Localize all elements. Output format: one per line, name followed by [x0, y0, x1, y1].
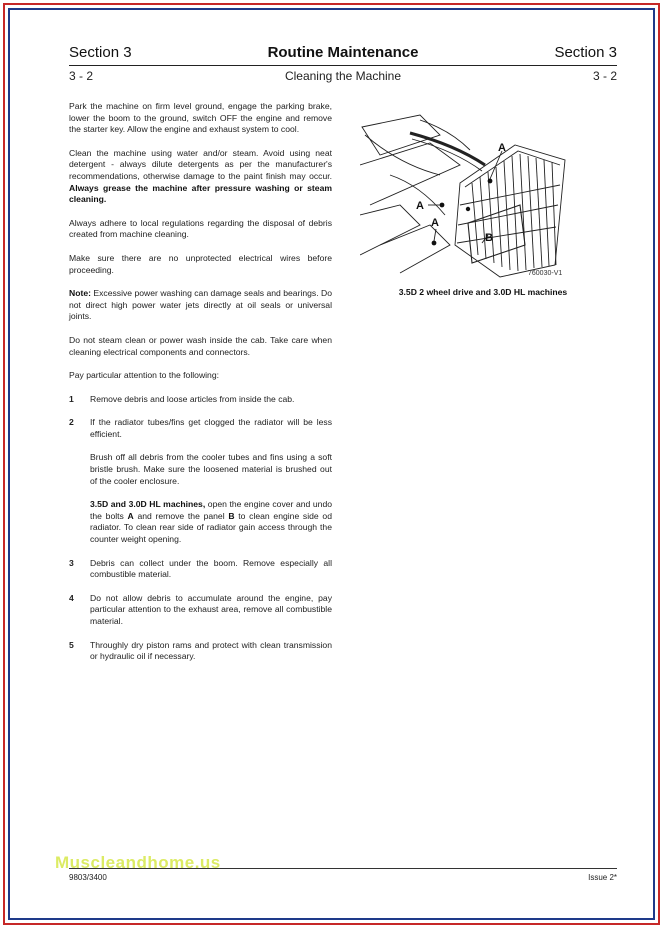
note-label: Note:	[69, 288, 91, 299]
list-item-number: 2	[69, 417, 74, 428]
list-item-text: Remove debris and loose articles from inside the cab.	[90, 393, 295, 404]
list-item-subtext: Brush off all debris from the cooler tubes and fins using a soft bristle brush. Make sure the loosened material is brushed out of the cooler enclosure.	[90, 452, 332, 486]
figure-label-b: B	[485, 232, 493, 244]
paragraph-wires: Make sure there are no unprotected electrical wires before proceeding.	[69, 252, 332, 275]
note-paragraph: Note: Excessive power washing can damage seals and bearings. Do not direct high power water jets directly at oil seals or universal joints.	[69, 288, 332, 322]
footer-issue: Issue 2*	[588, 873, 617, 882]
list-item-number: 5	[69, 639, 74, 650]
list-item-number: 1	[69, 393, 74, 404]
paragraph-regulations: Always adhere to local regulations regarding the disposal of debris created from machine cleaning.	[69, 217, 332, 240]
figure-label-a-low: A	[431, 217, 439, 229]
watermark: Muscleandhome.us	[55, 853, 221, 872]
page-number-left: 3 - 2	[69, 69, 94, 83]
paragraph-cab: Do not steam clean or power wash inside the cab. Take care when cleaning electrical components and connectors.	[69, 334, 332, 357]
page-subtitle: Cleaning the Machine	[284, 69, 402, 83]
list-item	[69, 394, 332, 406]
paragraph-attention: Pay particular attention to the following:	[69, 370, 220, 381]
body-column	[69, 101, 332, 675]
header-divider	[69, 65, 617, 66]
list-item	[69, 558, 332, 581]
list-item	[69, 593, 332, 628]
list-item-text: Throughly dry piston rams and protect with clean transmission or hydraulic oil if necessary.	[90, 639, 332, 662]
header-row	[69, 44, 617, 64]
list-item	[69, 640, 332, 663]
figure-caption: 3.5D 2 wheel drive and 3.0D HL machines	[398, 287, 568, 297]
radiator-illustration	[360, 105, 570, 283]
list-item-text: Do not allow debris to accumulate around the engine, pay particular attention to the exhaust area, remove all combustible material.	[90, 592, 332, 626]
page-number-right: 3 - 2	[592, 69, 617, 83]
list-item-text: Debris can collect under the boom. Remove especially all combustible material.	[90, 557, 332, 580]
paragraph-clean: Clean the machine using water and/or steam. Avoid using neat detergent - always dilute detergents as per the manufacturer's recommendations, otherwise damage to the paint finish may occur. Always grease the machine after pressure washing or steam cleaning.	[69, 147, 332, 205]
figure-label-a-mid: A	[416, 200, 424, 212]
list-item-text: If the radiator tubes/fins get clogged the radiator will be less efficient.	[90, 417, 332, 439]
list-item-number: 3	[69, 557, 74, 568]
figure-label-a-top: A	[498, 142, 506, 154]
grease-warning: Always grease the machine after pressure washing or steam cleaning.	[69, 182, 332, 205]
footer-divider	[69, 868, 617, 869]
header-section-right: Section 3	[554, 44, 617, 61]
list-item-subtext-machines: 3.5D and 3.0D HL machines, open the engine cover and undo the bolts A and remove the panel B to clean engine side od radiator. To clean rear side of radiator gain access through the counter weight opening.	[90, 499, 333, 545]
list-item	[69, 417, 332, 545]
subheader-row	[69, 69, 617, 85]
list-item-number: 4	[69, 592, 74, 603]
header-section-left: Section 3	[69, 44, 132, 61]
figure-reference: 760030-V1	[528, 270, 563, 277]
paragraph-park: Park the machine on firm level ground, engage the parking brake, lower the boom to the ground, switch OFF the engine and remove the starter key. Allow the engine and exhaust system to cool.	[69, 101, 332, 135]
footer-document-number: 9803/3400	[69, 873, 107, 882]
page-title: Routine Maintenance	[267, 44, 419, 61]
